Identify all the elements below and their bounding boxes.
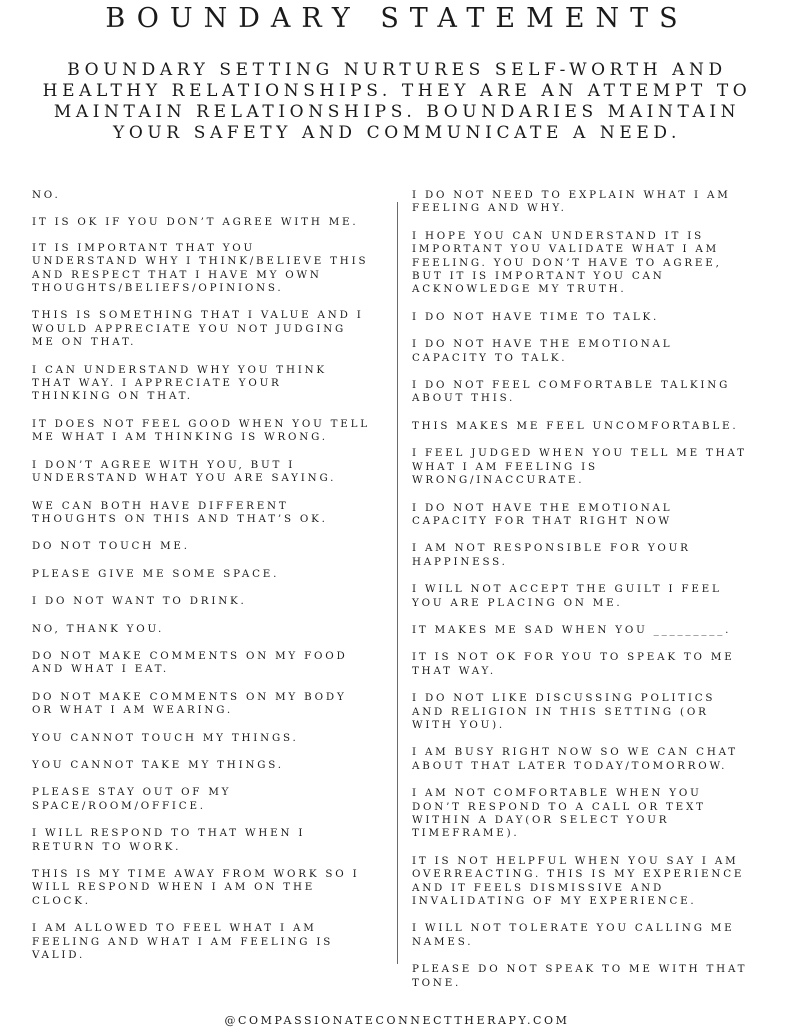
statement-line: FEELING AND WHAT I AM FEELING IS [32, 935, 334, 948]
boundary-statement [32, 759, 394, 772]
statement-line: UNDERSTAND WHY I THINK/BELIEVE THIS [32, 255, 369, 268]
statement-line: CAPACITY FOR THAT RIGHT NOW [412, 514, 672, 527]
statement-line: I AM NOT COMFORTABLE WHEN YOU [412, 787, 702, 800]
statement-line: IT IS NOT OK FOR YOU TO SPEAK TO ME [412, 651, 735, 664]
statement-line: CAPACITY TO TALK. [412, 351, 568, 364]
statement-line: YOU CANNOT TOUCH MY THINGS. [32, 731, 299, 744]
boundary-statement [32, 418, 394, 445]
right-statements-column [412, 175, 772, 990]
statement-line: I DO NOT WANT TO DRINK. [32, 595, 247, 608]
statement-line: WRONG/INACCURATE. [412, 474, 585, 487]
boundary-statement [32, 732, 394, 745]
statement-line: IT MAKES ME SAD WHEN YOU _________. [412, 623, 732, 636]
boundary-statement [412, 787, 772, 841]
boundary-statement [412, 338, 772, 365]
statement-line: IT DOES NOT FEEL GOOD WHEN YOU TELL [32, 417, 370, 430]
statement-line: WITHIN A DAY(OR SELECT YOUR [412, 814, 670, 826]
boundary-statement [32, 650, 394, 677]
statement-line: I WILL NOT TOLERATE YOU CALLING ME [412, 922, 735, 935]
statement-line: OVERREACTING. THIS IS MY EXPERIENCE [412, 868, 745, 881]
statement-line: I DON’T AGREE WITH YOU, BUT I [32, 458, 296, 471]
statement-line: I HOPE YOU CAN UNDERSTAND IT IS [412, 229, 704, 242]
boundary-statement [32, 309, 394, 349]
boundary-statement [32, 540, 394, 553]
statement-line: YOU ARE PLACING ON ME. [412, 596, 623, 609]
statement-line: OR WHAT I AM WEARING. [32, 704, 233, 717]
boundary-statement [412, 230, 772, 297]
boundary-statement [32, 242, 394, 296]
boundary-statement [32, 922, 394, 962]
statement-line: AND RESPECT THAT I HAVE MY OWN [32, 268, 322, 281]
boundary-statement [32, 623, 394, 636]
boundary-statement [32, 691, 394, 718]
statement-line: AND IT FEELS DISMISSIVE AND [412, 881, 665, 894]
boundary-statement [412, 855, 772, 909]
statement-line: HAPPINESS. [412, 555, 508, 568]
statement-line: AND WHAT I EAT. [32, 663, 169, 676]
statement-line: PLEASE STAY OUT OF MY [32, 786, 232, 799]
statement-line: THINKING ON THAT. [32, 390, 193, 403]
statement-line: THIS IS MY TIME AWAY FROM WORK SO I [32, 868, 360, 880]
statement-line: I FEEL JUDGED WHEN YOU TELL ME THAT [412, 447, 747, 460]
statement-line: ABOUT THIS. [412, 392, 516, 405]
statement-line: AND RELIGION IN THIS SETTING (OR [412, 705, 709, 718]
boundary-statement [32, 364, 394, 404]
intro-paragraph [0, 60, 794, 144]
statement-line: TIMEFRAME). [412, 827, 520, 840]
statement-line: THOUGHTS/BELIEFS/OPINIONS. [32, 282, 284, 295]
statement-line: DON’T RESPOND TO A CALL OR TEXT [412, 800, 706, 813]
boundary-statement [32, 216, 394, 229]
boundary-statement [412, 379, 772, 406]
statement-line: UNDERSTAND WHAT YOU ARE SAYING. [32, 472, 337, 485]
statement-line: IT IS IMPORTANT THAT YOU [32, 241, 256, 254]
boundary-statement [412, 447, 772, 487]
page-title: BOUNDARY STATEMENTS [105, 3, 689, 34]
statement-line: WILL RESPOND WHEN I AM ON THE [32, 881, 316, 894]
statement-line: I DO NOT NEED TO EXPLAIN WHAT I AM [412, 189, 731, 201]
boundary-statement [412, 922, 772, 949]
statement-line: I DO NOT HAVE TIME TO TALK. [412, 310, 660, 323]
statement-line: NO. [32, 189, 61, 201]
left-statements-column [32, 175, 394, 962]
statement-line: I WILL RESPOND TO THAT WHEN I [32, 827, 306, 840]
intro-line: YOUR SAFETY AND COMMUNICATE A NEED. [113, 123, 681, 143]
statement-line: I AM NOT RESPONSIBLE FOR YOUR [412, 542, 691, 555]
intro-line: HEALTHY RELATIONSHIPS. THEY ARE AN ATTEMPT TO [42, 81, 752, 101]
statement-line: SPACE/ROOM/OFFICE. [32, 799, 206, 812]
boundary-statement [412, 651, 772, 678]
boundary-statement [32, 568, 394, 581]
statement-line: I DO NOT HAVE THE EMOTIONAL [412, 338, 673, 351]
boundary-statement [412, 963, 772, 990]
statement-line: I DO NOT LIKE DISCUSSING POLITICS [412, 692, 716, 705]
boundary-statement [32, 189, 394, 202]
statement-line: THOUGHTS ON THIS AND THAT’S OK. [32, 512, 328, 525]
statement-line: DO NOT TOUCH ME. [32, 540, 190, 553]
statement-line: I WILL NOT ACCEPT THE GUILT I FEEL [412, 583, 722, 596]
boundary-statement [412, 746, 772, 773]
boundary-statement [32, 459, 394, 486]
statement-line: FEELING AND WHY. [412, 202, 567, 215]
statement-line: YOU CANNOT TAKE MY THINGS. [32, 758, 284, 771]
statement-line: I DO NOT HAVE THE EMOTIONAL [412, 501, 673, 514]
boundary-statement [412, 502, 772, 529]
boundary-statement [412, 420, 772, 433]
intro-line: BOUNDARY SETTING NURTURES SELF-WORTH AND [67, 60, 727, 80]
boundary-statement [32, 500, 394, 527]
statement-line: THIS IS SOMETHING THAT I VALUE AND I [32, 309, 364, 322]
statement-line: THAT WAY. [412, 664, 496, 677]
statement-line: I AM BUSY RIGHT NOW SO WE CAN CHAT [412, 746, 738, 759]
footer-handle: @COMPASSIONATECONNECTTHERAPY.COM [224, 1014, 570, 1027]
statement-line: THIS MAKES ME FEEL UNCOMFORTABLE. [412, 419, 739, 432]
statement-line: ABOUT THAT LATER TODAY/TOMORROW. [412, 759, 728, 772]
statement-line: ACKNOWLEDGE MY TRUTH. [412, 283, 627, 296]
statement-line: CLOCK. [32, 894, 91, 907]
statement-line: VALID. [32, 949, 86, 962]
statement-line: WOULD APPRECIATE YOU NOT JUDGING [32, 322, 347, 335]
statement-line: ME ON THAT. [32, 336, 137, 349]
boundary-statement [412, 542, 772, 569]
statement-line: I DO NOT FEEL COMFORTABLE TALKING [412, 379, 731, 392]
column-divider [397, 202, 398, 964]
statement-line: BUT IT IS IMPORTANT YOU CAN [412, 270, 665, 283]
statement-line: TONE. [412, 976, 462, 989]
boundary-statement [412, 311, 772, 324]
boundary-statement [32, 786, 394, 813]
statement-line: INVALIDATING OF MY EXPERIENCE. [412, 895, 697, 908]
statement-line: I AM ALLOWED TO FEEL WHAT I AM [32, 922, 317, 935]
statement-line: FEELING. YOU DON’T HAVE TO AGREE, [412, 256, 722, 269]
boundary-statement [412, 583, 772, 610]
boundary-statement [412, 624, 772, 637]
intro-line: MAINTAIN RELATIONSHIPS. BOUNDARIES MAINTAIN [53, 102, 741, 122]
statement-line: PLEASE GIVE ME SOME SPACE. [32, 567, 280, 580]
statement-line: I CAN UNDERSTAND WHY YOU THINK [32, 363, 327, 376]
statement-line: NAMES. [412, 935, 474, 948]
statement-line: ME WHAT I AM THINKING IS WRONG. [32, 431, 328, 444]
boundary-statement [32, 827, 394, 854]
statement-line: DO NOT MAKE COMMENTS ON MY BODY [32, 690, 347, 703]
boundary-statement [412, 692, 772, 732]
statement-line: WHAT I AM FEELING IS [412, 460, 598, 473]
statement-line: NO, THANK YOU. [32, 622, 165, 635]
statement-line: DO NOT MAKE COMMENTS ON MY FOOD [32, 649, 348, 662]
boundary-statement [412, 189, 772, 216]
statement-line: WITH YOU). [412, 718, 505, 731]
statement-line: THAT WAY. I APPRECIATE YOUR [32, 377, 282, 390]
statement-line: IMPORTANT YOU VALIDATE WHAT I AM [412, 243, 719, 256]
boundary-statement [32, 868, 394, 908]
statement-line: IT IS OK IF YOU DON’T AGREE WITH ME. [32, 216, 359, 229]
statement-line: RETURN TO WORK. [32, 840, 182, 853]
boundary-statement [32, 595, 394, 608]
statement-line: WE CAN BOTH HAVE DIFFERENT [32, 499, 289, 512]
statement-line: PLEASE DO NOT SPEAK TO ME WITH THAT [412, 963, 748, 976]
statement-line: IT IS NOT HELPFUL WHEN YOU SAY I AM [412, 854, 739, 867]
